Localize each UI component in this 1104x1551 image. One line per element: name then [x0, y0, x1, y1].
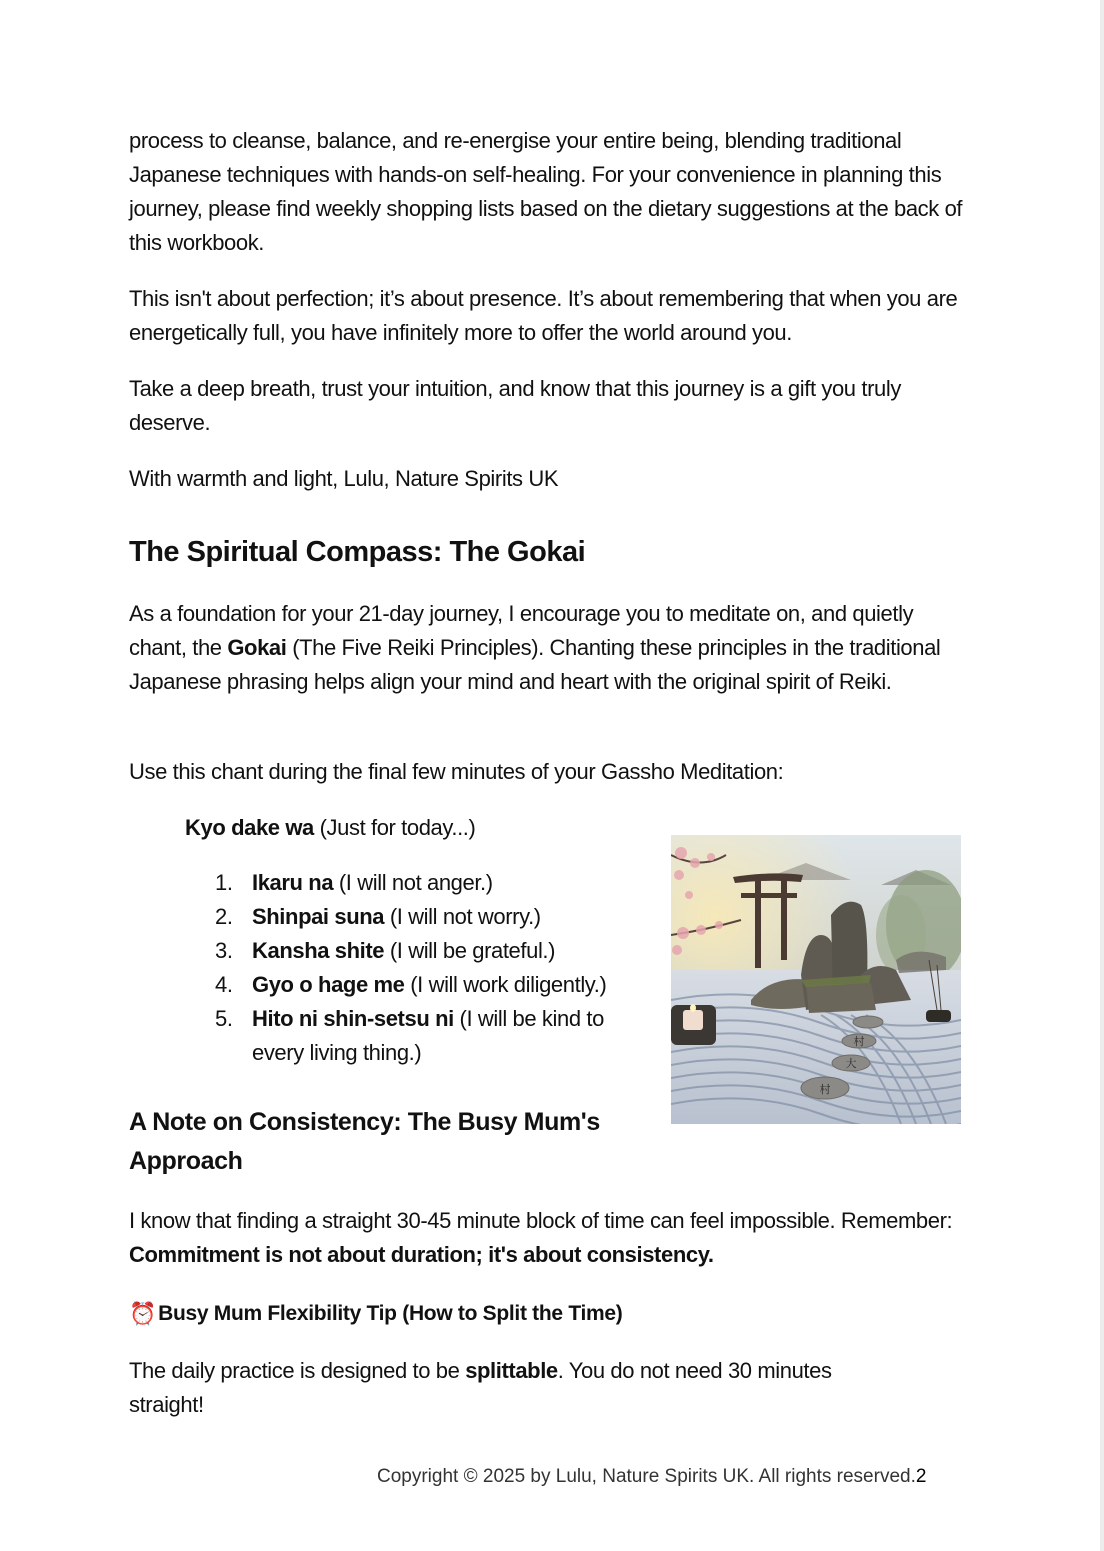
page-footer [377, 1466, 926, 1488]
svg-text:大: 大 [845, 1057, 857, 1070]
principle-item [215, 968, 645, 1002]
alarm-clock-icon: ⏰ [129, 1301, 157, 1326]
principle-english: (I will not worry.) [384, 904, 541, 929]
intro-section [129, 124, 969, 518]
principle-item [215, 900, 645, 934]
splittable-term: splittable [465, 1358, 558, 1383]
principle-english: (I will be kind to every living thing.) [252, 1006, 604, 1065]
principle-japanese: Kansha shite [252, 938, 385, 963]
splittable-paragraph [129, 1354, 909, 1422]
flexibility-tip-heading [129, 1297, 622, 1331]
principle-japanese: Ikaru na [252, 870, 334, 895]
kyo-dake-wa-line [185, 811, 475, 845]
scrollbar-track[interactable] [1100, 0, 1104, 1551]
text-run: I know that finding a straight 30-45 minute block of time can feel impossible. Remember: [129, 1208, 953, 1233]
principle-item [215, 1002, 645, 1070]
consistency-heading: A Note on Consistency: The Busy Mum's Approach [129, 1108, 600, 1175]
gokai-term: Gokai [227, 635, 287, 660]
text-run: The daily practice is designed to be [129, 1358, 466, 1383]
gokai-heading: The Spiritual Compass: The Gokai [129, 536, 586, 568]
svg-text:村: 村 [819, 1083, 831, 1096]
copyright-text: Copyright © 2025 by Lulu, Nature Spirits UK. All rights reserved. [377, 1466, 916, 1487]
principle-number: 1. [215, 870, 233, 895]
principle-item [215, 934, 645, 968]
gokai-paragraph-1 [129, 597, 969, 699]
text-run: (The Five Reiki Principles). Chanting these principles in the traditional Japanese phrasing helps align your mind and heart with the original spirit of Reiki. [129, 635, 941, 694]
zen-garden-image [671, 835, 961, 1124]
svg-text:村: 村 [853, 1035, 865, 1048]
principle-item [215, 866, 645, 900]
commitment-statement: Commitment is not about duration; it's about consistency. [129, 1242, 714, 1267]
intro-signoff: With warmth and light, Lulu, Nature Spirits UK [129, 466, 559, 491]
principle-japanese: Hito ni shin-setsu ni [252, 1006, 454, 1031]
principle-english: (I will work diligently.) [404, 972, 607, 997]
kyo-japanese: Kyo dake wa [185, 815, 314, 840]
text-run: As a foundation for your 21-day journey, I encourage you to meditate on, and quietly chant, the [129, 601, 914, 660]
principles-list [215, 866, 645, 1070]
consistency-paragraph [129, 1204, 969, 1272]
page-number: 2 [915, 1466, 927, 1487]
principle-japanese: Shinpai suna [252, 904, 385, 929]
text-run: . You do not need 30 minutes straight! [129, 1358, 832, 1417]
kyo-english: (Just for today...) [313, 815, 476, 840]
principle-japanese: Gyo o hage me [252, 972, 405, 997]
principle-number: 5. [215, 1006, 233, 1031]
intro-paragraph-1: process to cleanse, balance, and re-energise your entire being, blending traditional Japanese techniques with hands-on self-healing. For your convenience in planning this journey, please find weekly shopping lists based on the dietary suggestions at the back of this workbook. [129, 128, 963, 255]
principle-number: 4. [215, 972, 233, 997]
principle-number: 3. [215, 938, 233, 963]
intro-paragraph-3: Take a deep breath, trust your intuition, and know that this journey is a gift you truly deserve. [129, 376, 901, 435]
principle-english: (I will be grateful.) [384, 938, 556, 963]
gokai-paragraph-2: Use this chant during the final few minutes of your Gassho Meditation: [129, 759, 784, 784]
intro-paragraph-2: This isn't about perfection; it’s about presence. It’s about remembering that when you are energetically full, you have infinitely more to offer the world around you. [129, 286, 958, 345]
principle-english: (I will not anger.) [333, 870, 493, 895]
principle-number: 2. [215, 904, 233, 929]
tip-heading-text: Busy Mum Flexibility Tip (How to Split the Time) [158, 1302, 623, 1325]
